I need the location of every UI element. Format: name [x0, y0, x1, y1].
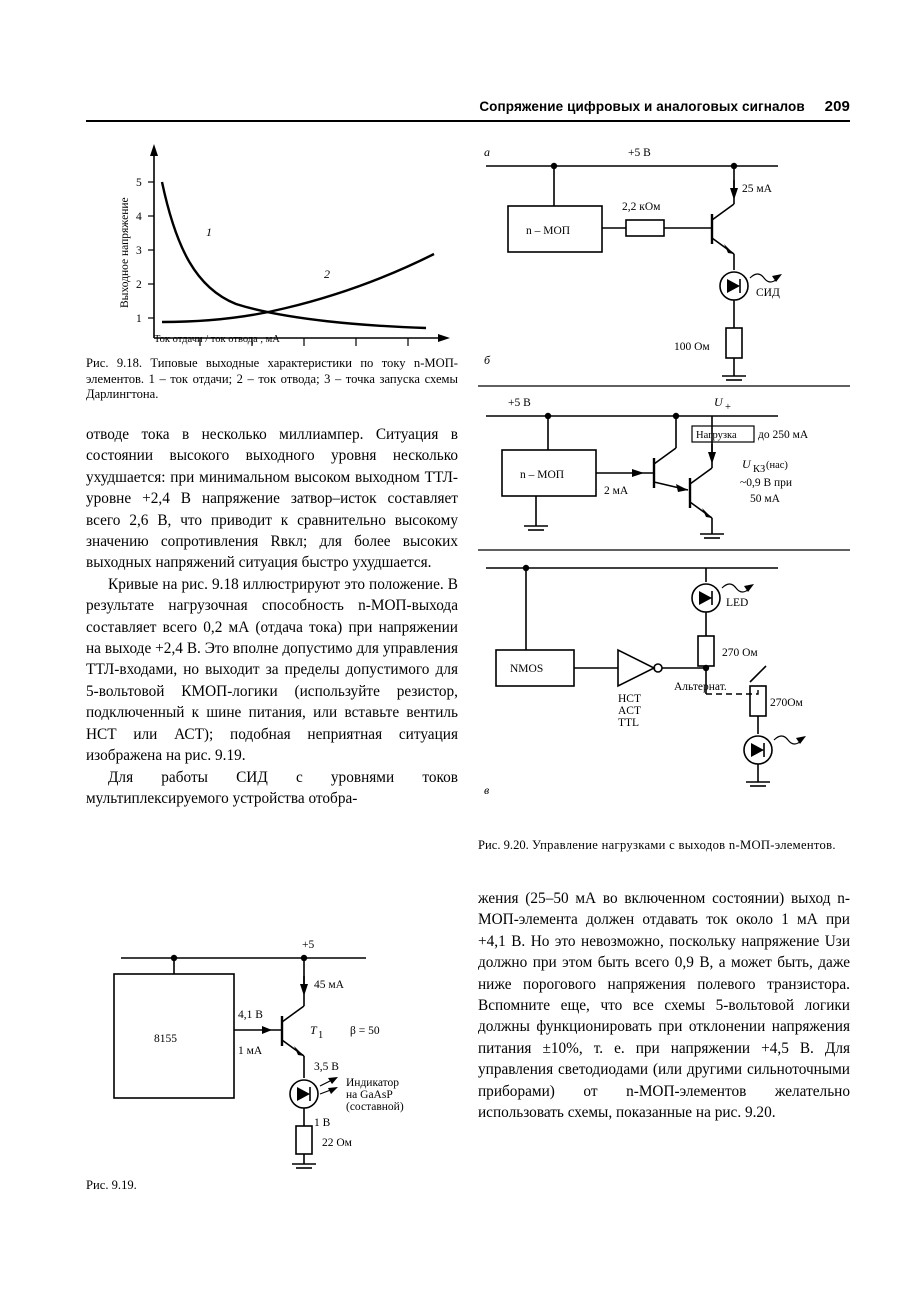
svg-text:+: + — [725, 402, 731, 413]
fig920-b-load-current: до 250 мА — [758, 429, 809, 441]
curve-label-2: 2 — [324, 267, 330, 281]
left-column-text — [86, 424, 458, 809]
fig920-panel-b-letter: б — [484, 353, 491, 367]
fig920-c-resistor-top: 270 Ом — [722, 647, 758, 659]
fig919-indicator-l2: на GaAsP — [346, 1089, 393, 1101]
fig919-beta: β = 50 — [350, 1025, 380, 1037]
fig919-indicator-l3: (составной) — [346, 1101, 404, 1113]
svg-text:T: T — [310, 1023, 317, 1037]
fig919-collector-current: 45 мА — [314, 979, 344, 991]
fig919-gate-voltage: 4,1 В — [238, 1009, 263, 1021]
figure-9-18-xlabel-text: Ток отдачи / ток отвода , мА — [154, 334, 280, 345]
svg-text:1: 1 — [318, 1030, 324, 1041]
fig920-a-current: 25 мА — [742, 183, 772, 195]
figure-9-18-caption — [86, 356, 458, 403]
fig920-a-block: n – МОП — [526, 225, 571, 237]
fig919-led-drop: 1 В — [314, 1117, 331, 1129]
fig920-c-led: LED — [726, 597, 749, 609]
figure-9-18-caption-label: Рис. 9.18. — [86, 356, 143, 370]
fig920-c-block: NMOS — [510, 663, 544, 675]
paragraph: отводе тока в несколько миллиампер. Ситуация в состоянии высокого выходного уровня несколько ухудшается: при минимальном высоком выходном ТТЛ-уровне +2,4 В напряжение затвор–исток составляет всего 2,6 В, что приводит к сравнительно высокому значению сопротивления Rвкл; для более высоких выходных напряжений ситуация быстро ухудшается. — [86, 426, 458, 572]
figure-9-18-ylabel: Выходное напряжение — [119, 197, 131, 308]
figure-9-20-caption-text: Управление нагрузками с выходов n-МОП-элементов. — [531, 838, 836, 852]
figure-9-20-caption-label: Рис. 9.20. — [478, 838, 529, 852]
fig919-base-current: 1 мА — [238, 1045, 263, 1057]
fig920-a-supply: +5 В — [628, 147, 651, 159]
figure-9-18-caption-text: Типовые выходные характеристики по току n-МОП-элементов. 1 – ток отдачи; 2 – ток отвода; 3 – точка запуска схемы Дарлингтона. — [86, 356, 458, 402]
fig919-led-voltage: 3,5 В — [314, 1061, 339, 1073]
fig920-b-supply: +5 В — [508, 397, 531, 409]
svg-text:КЗ: КЗ — [753, 464, 766, 475]
fig920-b-base-current: 2 мА — [604, 485, 629, 497]
fig920-a-resistor: 2,2 кОм — [622, 201, 661, 213]
page-header — [430, 98, 850, 115]
figure-9-18 — [86, 138, 458, 350]
fig920-c-gate-1: HCT — [618, 693, 641, 705]
running-title: Сопряжение цифровых и аналоговых сигналов — [479, 99, 805, 114]
fig920-c-resistor-alt: 270Ом — [770, 697, 803, 709]
fig920-c-gate-3: TTL — [618, 717, 640, 729]
paragraph: жения (25–50 мА во включенном состоянии) выход n-МОП-элемента должен отдавать ток около 1 мА при +4,1 В. Но это невозможно, поскольку напряжение Uзи должно при этом быть всего 0,9 В, а может быть, даже ниже порогового напряжения полевого транзистора. Вспомните еще, что все схемы 5-вольтовой логики должны функционировать при отклонении напряжения питания ±10%, т. е. при напряжении +4,5 В. Для управления светодиодами (или другими сильноточными приборами) от n-МОП-элементов желательно использовать схемы, показанные на рис. 9.20. — [478, 890, 850, 1122]
fig920-panel-c-letter: в — [484, 783, 490, 797]
fig920-b-block: n – МОП — [520, 469, 565, 481]
fig920-b-vce-value: ~0,9 В при — [740, 477, 793, 489]
fig919-chip: 8155 — [154, 1033, 177, 1045]
page-number: 209 — [824, 98, 850, 115]
fig920-a-led: СИД — [756, 287, 780, 299]
figure-9-20-caption — [478, 838, 850, 854]
paragraph: Для работы СИД с уровнями токов мультиплексируемого устройства отобра- — [86, 768, 458, 807]
svg-text:(нас): (нас) — [766, 460, 788, 471]
header-rule — [86, 120, 850, 122]
fig920-b-vce-current: 50 мА — [750, 493, 780, 505]
svg-text:U: U — [742, 457, 751, 471]
svg-text:1: 1 — [136, 313, 142, 325]
fig919-indicator-l1: Индикатор — [346, 1077, 400, 1089]
svg-text:4: 4 — [136, 211, 142, 223]
svg-text:3: 3 — [136, 245, 142, 257]
svg-text:5: 5 — [136, 177, 142, 189]
fig920-panel-a-letter: а — [484, 145, 490, 159]
fig919-resistor: 22 Ом — [322, 1137, 352, 1149]
fig920-c-alt-label: Альтернат. — [674, 681, 727, 693]
svg-text:U: U — [714, 395, 723, 409]
curve-label-1: 1 — [206, 225, 212, 239]
fig920-c-gate-2: ACT — [618, 705, 641, 717]
figure-9-19-caption: Рис. 9.19. — [86, 1178, 137, 1192]
svg-text:2: 2 — [136, 279, 142, 291]
right-column-text — [478, 888, 850, 1123]
fig920-a-emitter-resistor: 100 Ом — [674, 341, 710, 353]
paragraph: Кривые на рис. 9.18 иллюстрируют это положение. В результате нагрузочная способность n-МОП-выхода составляет всего 0,2 мА (отдача тока) при напряжении на выходе +2,4 В. Это вполне допустимо для управления ТТЛ-входами, но выходит за пределы допустимого для 5-вольтовой КМОП-логики (используйте резистор, подключенный к шине питания, или вставьте вентиль НСТ или АСТ); подобная неприятная ситуация изображена на рис. 9.19. — [86, 575, 458, 765]
figure-9-20 — [478, 138, 850, 838]
fig920-b-load: Нагрузка — [696, 430, 737, 441]
figure-9-19 — [86, 930, 458, 1170]
fig919-supply: +5 — [302, 939, 315, 951]
